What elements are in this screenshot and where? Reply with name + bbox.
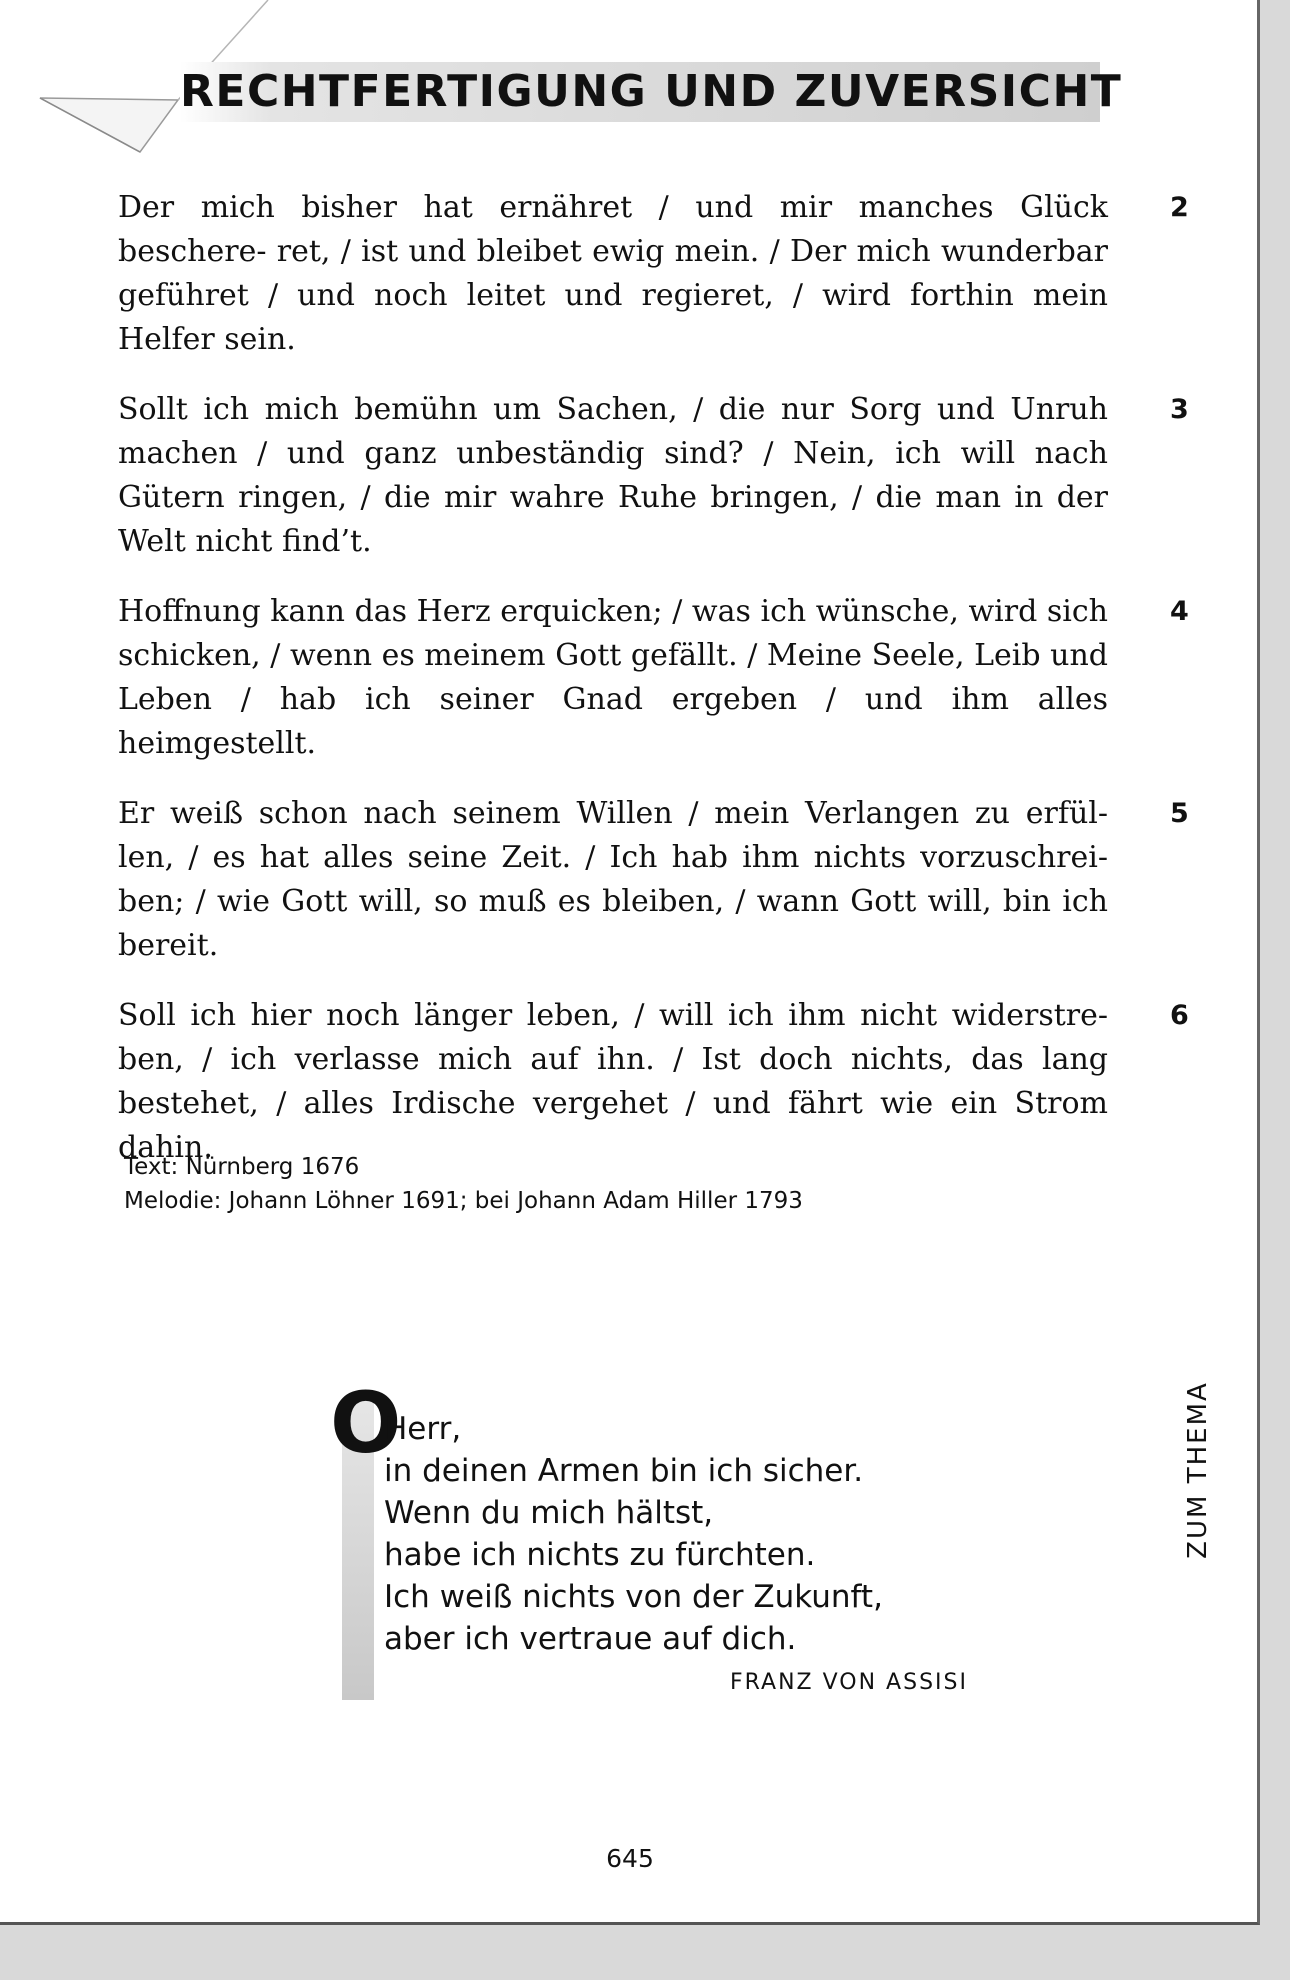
verse-4 bbox=[118, 590, 1189, 766]
page-title: RECHTFERTIGUNG UND ZUVERSICHT bbox=[180, 66, 1123, 117]
melody-credit: Melodie: Johann Löhner 1691; bei Johann Adam Hiller 1793 bbox=[124, 1188, 803, 1214]
verse-number: 5 bbox=[1170, 798, 1189, 829]
quote-line: Wenn du mich hältst, bbox=[384, 1495, 714, 1531]
verse-5 bbox=[118, 792, 1189, 968]
quote-line: Herr, bbox=[384, 1411, 462, 1447]
verse-2 bbox=[118, 186, 1189, 362]
quote-line: Ich weiß nichts von der Zukunft, bbox=[384, 1579, 883, 1615]
verse-text: Hoffnung kann das Herz erquicken; / was ich wünsche, wird sich schicken, / wenn es meinem Gott gefällt. / Meine Seele, Leib und Leben / hab ich seiner Gnad ergeben / und ihm alles heimgestellt. bbox=[118, 594, 1108, 761]
side-label-text: ZUM THEMA bbox=[1183, 1381, 1213, 1559]
verse-text: Der mich bisher hat ernähret / und mir manches Glück beschere- ret, / ist und bleibet ewig mein. / Der mich wunderbar geführet / und noch leitet und regieret, / wird forthin mein Helfer sein. bbox=[118, 190, 1108, 357]
quote-line: habe ich nichts zu fürchten. bbox=[384, 1537, 816, 1573]
verse-text: Soll ich hier noch länger leben, / will ich ihm nicht widerstre- ben, / ich verlasse mich auf ihn. / Ist doch nichts, das lang bestehet, / alles Irdische vergehet / und fährt wie ein Strom dahin. bbox=[118, 998, 1108, 1165]
verse-number: 3 bbox=[1170, 394, 1189, 425]
quote-line: aber ich vertraue auf dich. bbox=[384, 1621, 797, 1657]
quote-block bbox=[384, 1408, 883, 1660]
verse-list bbox=[118, 186, 1189, 1196]
verse-number: 6 bbox=[1170, 1000, 1189, 1031]
text-credit: Text: Nürnberg 1676 bbox=[124, 1154, 360, 1180]
quote-line: in deinen Armen bin ich sicher. bbox=[384, 1453, 864, 1489]
page-number: 645 bbox=[606, 1844, 654, 1873]
verse-number: 4 bbox=[1170, 596, 1189, 627]
quote-author: FRANZ VON ASSISI bbox=[730, 1670, 968, 1695]
quote-dropcap: O bbox=[330, 1374, 402, 1472]
verse-text: Sollt ich mich bemühn um Sachen, / die nur Sorg und Unruh machen / und ganz unbeständig sind? / Nein, ich will nach Gütern ringen, / die mir wahre Ruhe bringen, / die man in der Welt nicht find’t. bbox=[118, 392, 1108, 559]
verse-text: Er weiß schon nach seinem Willen / mein Verlangen zu erfül- len, / es hat alles seine Zeit. / Ich hab ihm nichts vorzuschrei- ben; / wie Gott will, so muß es bleiben, / wann Gott will, bin ich bereit. bbox=[118, 796, 1108, 963]
verse-6 bbox=[118, 994, 1189, 1170]
verse-number: 2 bbox=[1170, 192, 1189, 223]
side-label bbox=[1178, 1370, 1218, 1570]
hymn-credits bbox=[124, 1150, 803, 1218]
verse-3 bbox=[118, 388, 1189, 564]
